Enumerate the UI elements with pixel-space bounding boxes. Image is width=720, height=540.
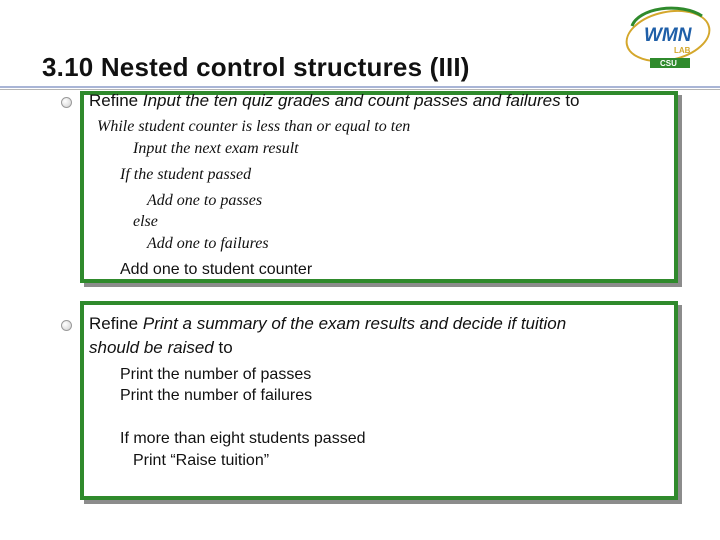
bullet-icon (61, 97, 72, 108)
bullet2-prefix: Refine (89, 314, 143, 333)
bullet2-italic-line2: should be raised (89, 338, 214, 357)
bullet2-italic-line1: Print a summary of the exam results and decide if tuition (142, 314, 567, 333)
pseudo1-line: Add one to student counter (120, 261, 313, 278)
bullet2-heading-line2 (89, 338, 233, 358)
pseudo2-line: If more than eight students passed (120, 430, 366, 447)
bullet1-prefix: Refine (89, 91, 143, 110)
logo-text-main: WMN (644, 25, 692, 46)
bullet2-suffix: to (213, 338, 233, 357)
logo-text-lab: LAB (674, 46, 691, 55)
pseudo2-line: Print “Raise tuition” (133, 452, 270, 469)
pseudo1-line: While student counter is less than or equal to ten (97, 118, 411, 135)
pseudo1-line: else (133, 213, 158, 230)
bullet1-suffix: to (560, 91, 580, 110)
bullet-icon (61, 320, 72, 331)
title-divider-shadow (0, 89, 720, 90)
wmn-lab-logo (622, 6, 714, 72)
bullet2-heading-line1 (89, 314, 566, 334)
pseudo2-line: Print the number of failures (120, 387, 313, 404)
logo-text-sub: CSU (660, 59, 677, 68)
pseudo1-line: Input the next exam result (133, 140, 299, 157)
bullet1-heading (89, 91, 580, 111)
pseudo1-line: If the student passed (120, 166, 252, 183)
slide-title: 3.10 Nested control structures (III) (42, 52, 470, 82)
pseudo2-line: Print the number of passes (120, 366, 312, 383)
title-divider (0, 86, 720, 88)
bullet1-italic: Input the ten quiz grades and count passes and failures (142, 91, 561, 110)
pseudo1-line: Add one to passes (147, 192, 263, 209)
pseudo1-line: Add one to failures (147, 235, 269, 252)
